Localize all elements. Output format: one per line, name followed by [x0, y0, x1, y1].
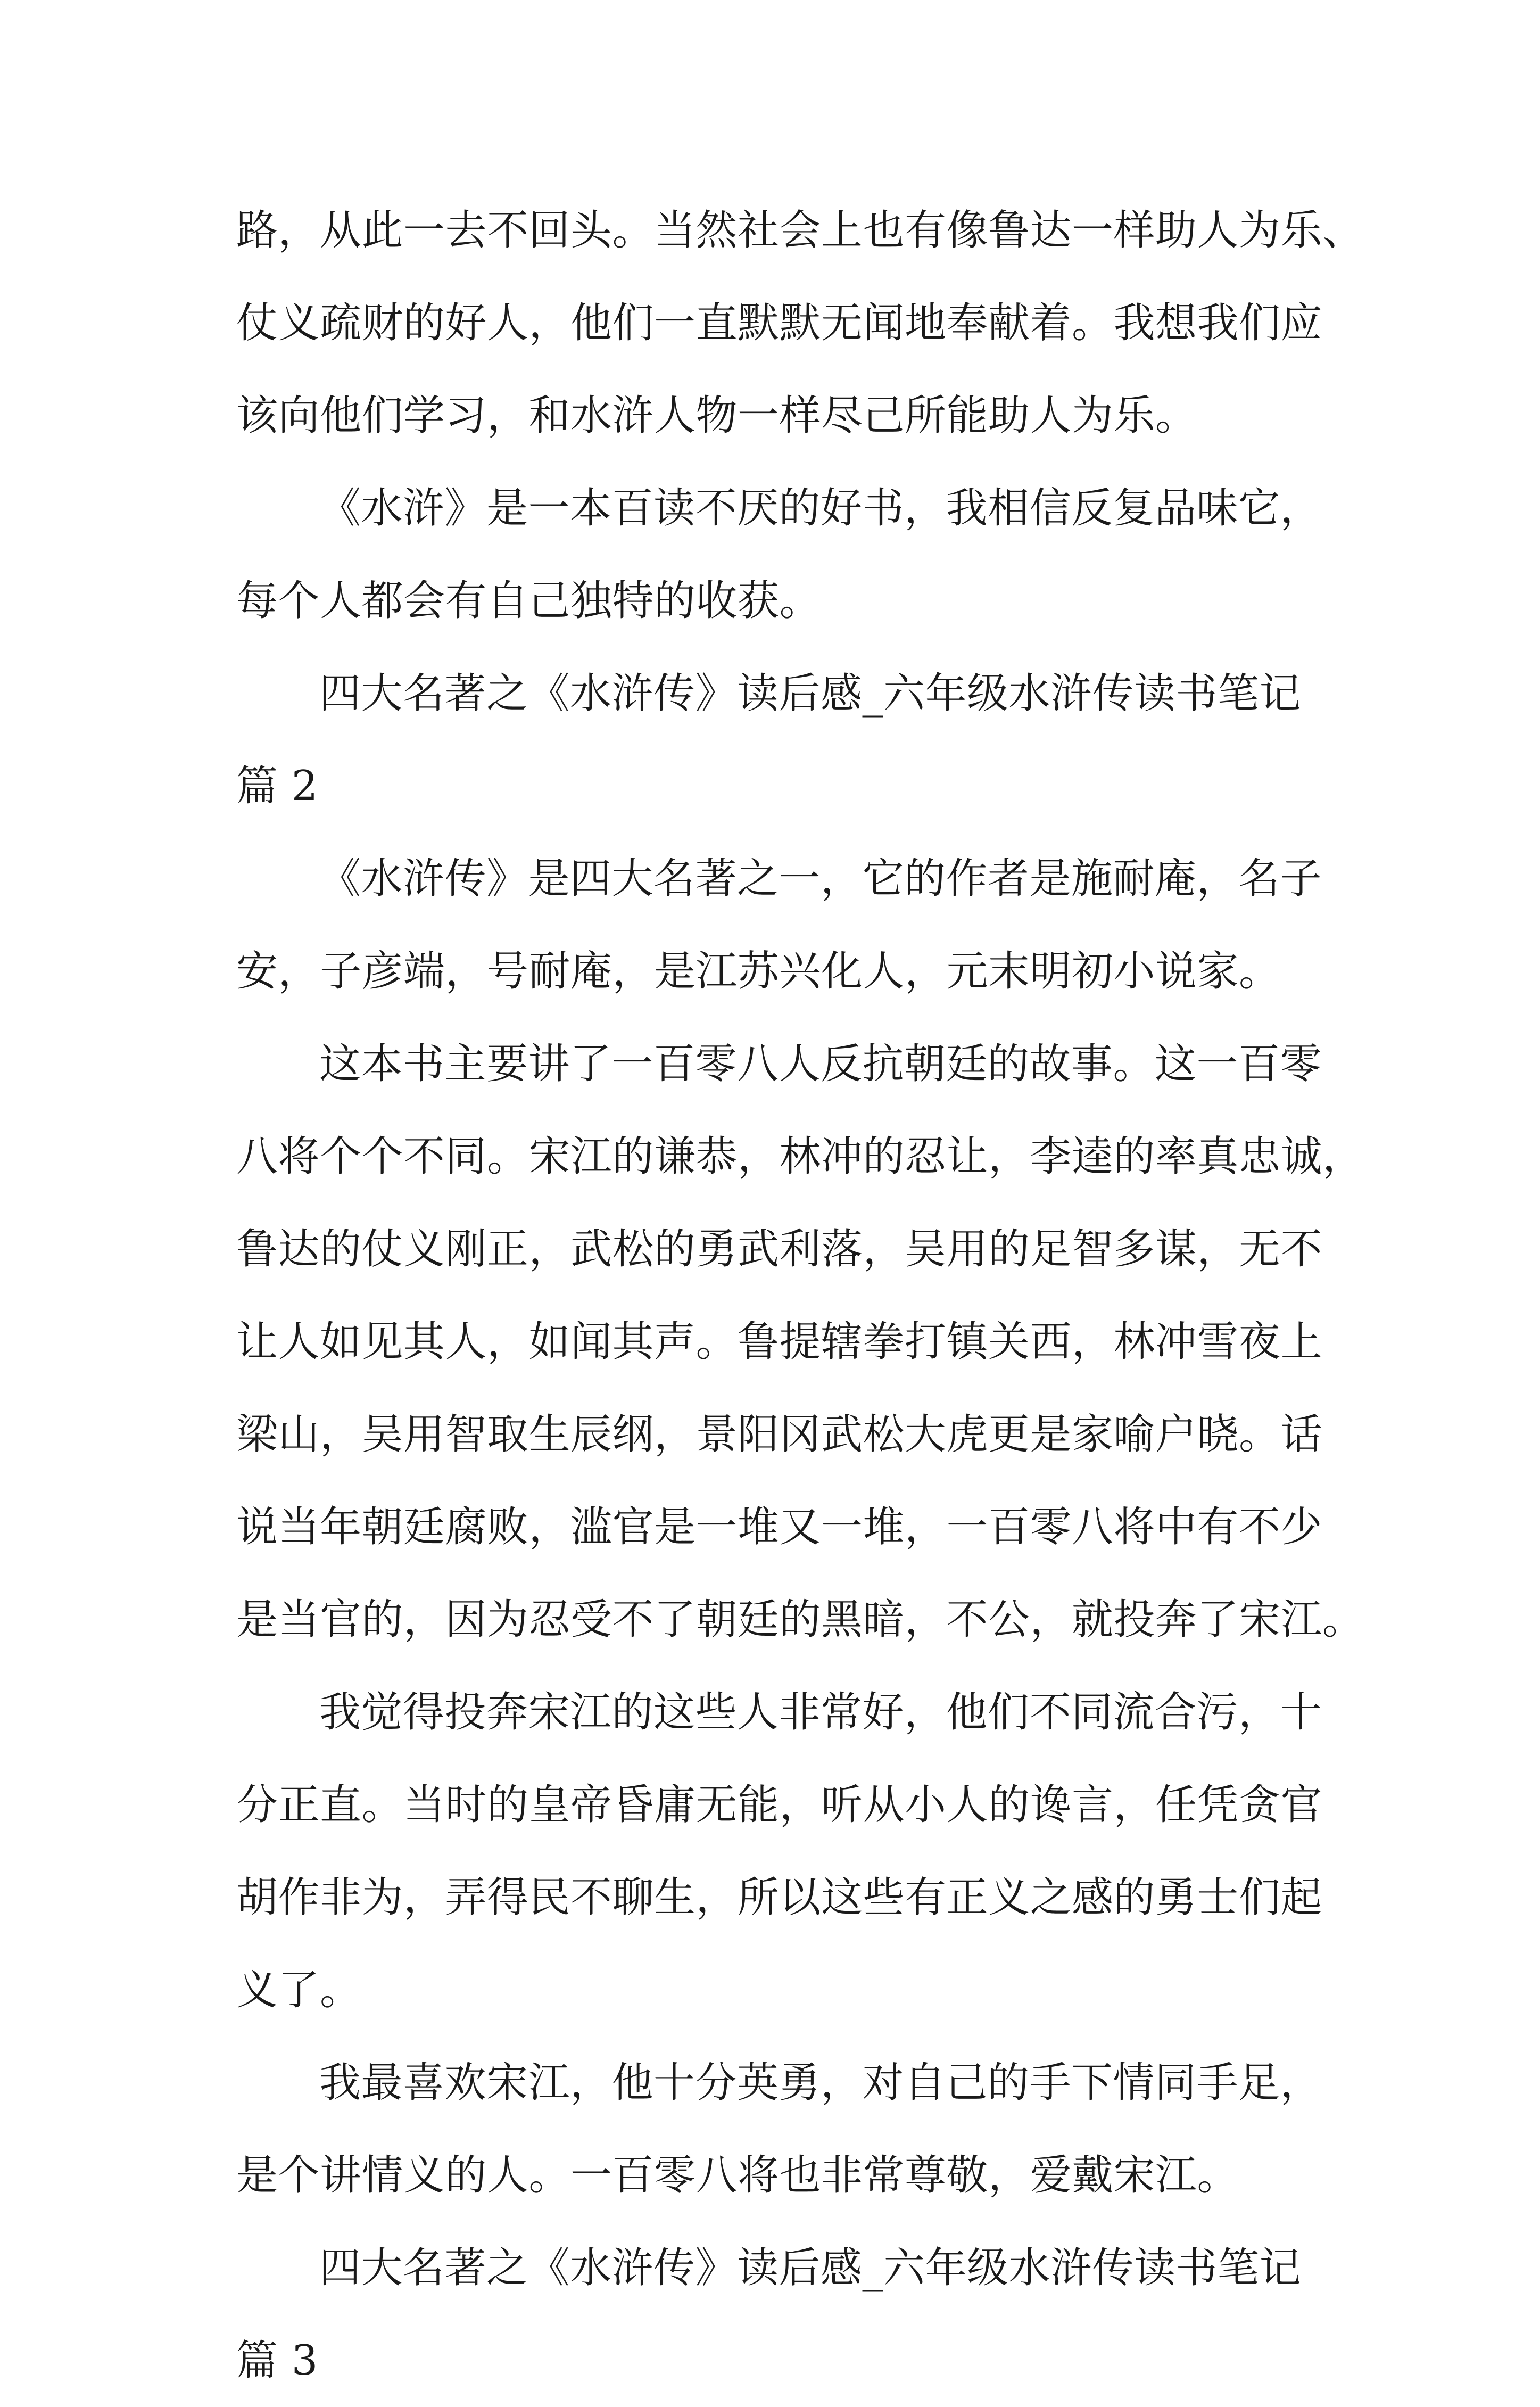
document-body [236, 184, 1364, 2407]
section-heading: 四大名著之《水浒传》读后感_六年级水浒传读书笔记 [319, 670, 1302, 718]
text-line: 该向他们学习，和水浒人物一样尽己所能助人为乐。 [236, 392, 1197, 440]
text-line: 每个人都会有自己独特的收获。 [236, 577, 822, 625]
section-heading-continued: 篇 2 [236, 762, 318, 810]
text-line: 梁山，吴用智取生辰纲，景阳冈武松大虎更是家喻户晓。话 [236, 1411, 1323, 1458]
text-line: 分正直。当时的皇帝昏庸无能，听从小人的谗言，任凭贪官 [236, 1781, 1323, 1829]
text-line: 八将个个不同。宋江的谦恭，林冲的忍让，李逵的率真忠诚， [236, 1133, 1364, 1181]
text-line: 是个讲情义的人。一百零八将也非常尊敬，爱戴宋江。 [236, 2152, 1239, 2199]
paragraph-first-line: 我觉得投奔宋江的这些人非常好，他们不同流合污，十 [319, 1688, 1322, 1736]
text-line: 路，从此一去不回头。当然社会上也有像鲁达一样助人为乐、 [236, 207, 1364, 254]
text-line: 说当年朝廷腐败，滥官是一堆又一堆，一百零八将中有不少 [236, 1503, 1323, 1551]
paragraph-first-line: 这本书主要讲了一百零八人反抗朝廷的故事。这一百零 [319, 1040, 1322, 1088]
paragraph-first-line: 《水浒》是一本百读不厌的好书，我相信反复品味它， [319, 484, 1322, 532]
text-line: 让人如见其人，如闻其声。鲁提辖拳打镇关西，林冲雪夜上 [236, 1318, 1323, 1366]
text-line: 是当官的，因为忍受不了朝廷的黑暗，不公，就投奔了宋江。 [236, 1596, 1364, 1644]
text-line: 鲁达的仗义刚正，武松的勇武利落，吴用的足智多谋，无不 [236, 1225, 1323, 1273]
text-line: 义了。 [236, 1966, 362, 2014]
section-heading-continued: 篇 3 [236, 2337, 318, 2385]
paragraph-first-line: 《水浒传》是四大名著之一，它的作者是施耐庵，名子 [319, 855, 1322, 903]
section-heading: 四大名著之《水浒传》读后感_六年级水浒传读书笔记 [319, 2244, 1302, 2292]
paragraph-first-line: 我最喜欢宋江，他十分英勇，对自己的手下情同手足， [319, 2059, 1322, 2107]
text-line: 安，子彦端，号耐庵，是江苏兴化人，元末明初小说家。 [236, 947, 1281, 995]
text-line: 仗义疏财的好人，他们一直默默无闻地奉献着。我想我们应 [236, 299, 1323, 347]
text-line: 胡作非为，弄得民不聊生，所以这些有正义之感的勇士们起 [236, 1874, 1323, 1922]
